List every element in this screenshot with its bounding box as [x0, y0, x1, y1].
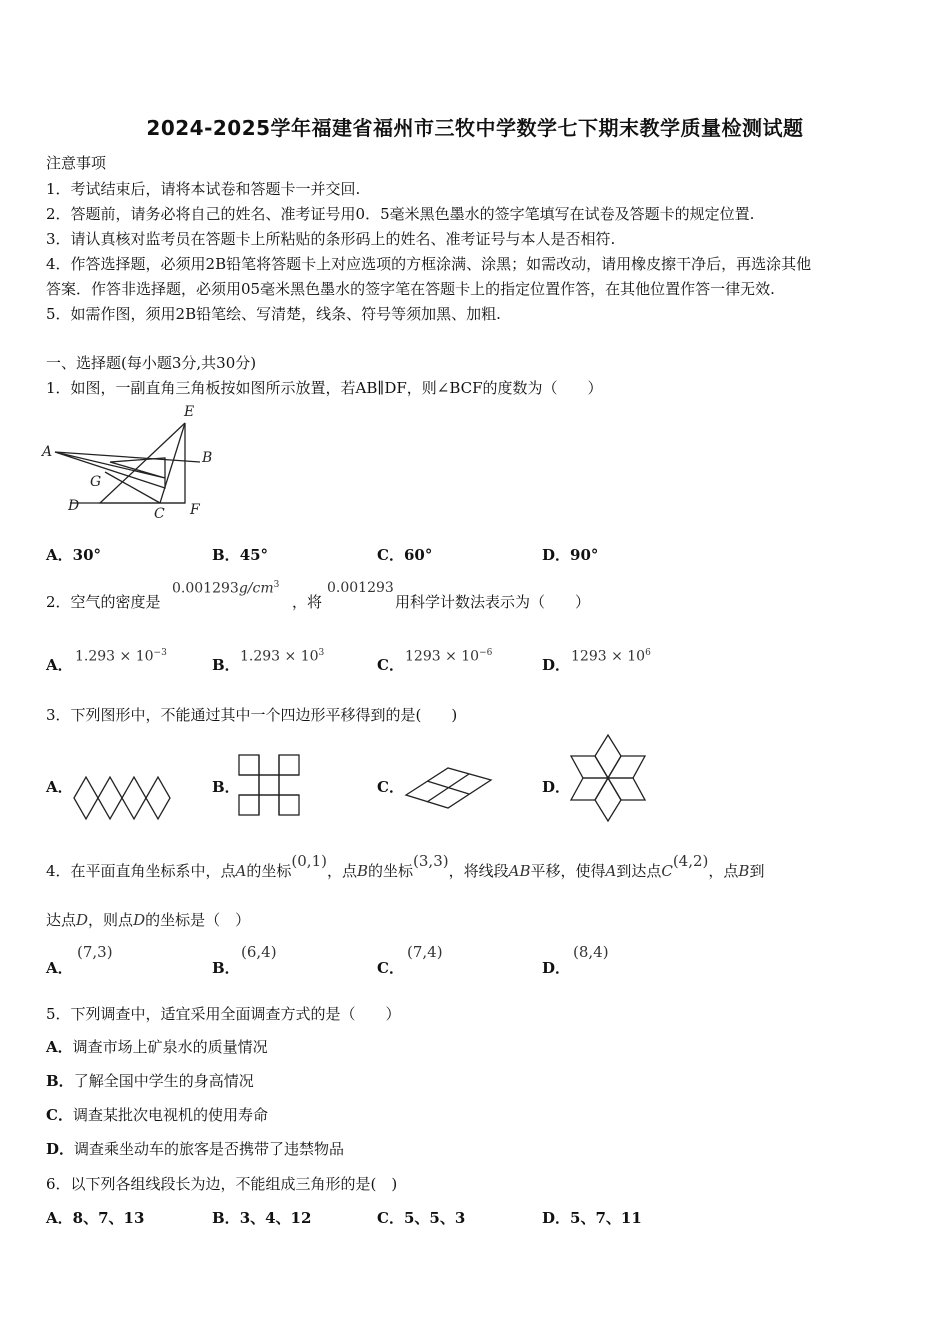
q2-number: 0.001293	[327, 580, 394, 596]
section-heading: 一、选择题(每小题3分,共30分)	[46, 354, 257, 372]
q3-option-a-figure	[72, 775, 176, 825]
q4-option-d-letter: D．	[542, 959, 571, 977]
q2-option-a-value: $1.293 \times 10^{-3}$	[75, 648, 167, 665]
notice-item: 3．请认真核对监考员在答题卡上所粘贴的条形码上的姓名、准考证号与本人是否相符.	[46, 230, 616, 248]
q2-stem-b: ，将	[292, 593, 323, 611]
q2-option-d-value: $1293 \times 10^6$	[571, 648, 651, 665]
q2-option-b-value: $1.293 \times 10^3$	[240, 648, 325, 665]
q2-option-c-value: $1293 \times 10^{-6}$	[405, 648, 493, 665]
q2-stem-c: 用科学计数法表示为（ ）	[395, 593, 591, 611]
q6-stem: 6．以下列各组线段长为边，不能组成三角形的是( )	[46, 1175, 398, 1193]
q1-label-b: B	[202, 450, 213, 466]
q3-option-d-figure	[568, 733, 648, 823]
notice-item: 1．考试结束后，请将本试卷和答题卡一并交回.	[46, 180, 361, 198]
notice-item: 5．如需作图，须用2B铅笔绘、写清楚，线条、符号等须加黑、加粗.	[46, 305, 501, 323]
notice-item: 4．作答选择题，必须用2B铅笔将答题卡上对应选项的方框涂满、涂黑；如需改动，请用橡皮擦干净后，再选涂其他	[46, 255, 812, 273]
q1-label-a: A	[42, 444, 53, 460]
q1-option-b: B．45°	[212, 546, 269, 564]
q5-option-d: D．调查乘坐动车的旅客是否携带了违禁物品	[46, 1140, 345, 1158]
q3-option-b-letter: B．	[212, 778, 240, 796]
q6-option-c: C．5、5、3	[377, 1209, 466, 1227]
q2-stem-a: 2．空气的密度是	[46, 593, 161, 611]
q4-option-b-value: (6,4)	[241, 943, 277, 961]
q1-label-g: G	[90, 474, 102, 490]
q4-option-c-value: (7,4)	[407, 943, 443, 961]
q3-option-b-figure	[236, 752, 304, 822]
q1-label-f: F	[190, 502, 200, 518]
q3-option-c-figure	[403, 765, 495, 811]
notice-item: 2．答题前，请务必将自己的姓名、准考证号用0．5毫米黑色墨水的签字笔填写在试卷及答题卡的规定位置.	[46, 205, 755, 223]
q4-option-d-value: (8,4)	[573, 943, 609, 961]
q3-option-c-letter: C．	[377, 778, 404, 796]
q4-option-b-letter: B．	[212, 959, 240, 977]
q1-option-a: A．30°	[46, 546, 102, 564]
q4-line2: 达点D，则点D的坐标是（ ）	[46, 911, 251, 929]
notice-heading: 注意事项	[46, 154, 107, 172]
q5-option-c: C．调查某批次电视机的使用寿命	[46, 1106, 268, 1124]
notice-item: 答案．作答非选择题，必须用05毫米黑色墨水的签字笔在答题卡上的指定位置作答，在其他位置作答一律无效.	[46, 280, 775, 298]
q1-label-d: D	[68, 498, 80, 514]
q1-option-d: D．90°	[542, 546, 599, 564]
q1-label-e: E	[184, 404, 195, 420]
q4-line1: 4．在平面直角坐标系中，点A的坐标(0,1)，点B的坐标(3,3)，将线段AB平移，使得A到达点C(4,2)，点B到	[46, 852, 765, 880]
q4-option-a-value: (7,3)	[77, 943, 113, 961]
q1-option-c: C．60°	[377, 546, 433, 564]
q5-stem: 5．下列调查中，适宜采用全面调查方式的是（ ）	[46, 1005, 401, 1023]
q1-stem: 1．如图，一副直角三角板按如图所示放置，若AB∥DF，则∠BCF的度数为（ ）	[46, 379, 603, 397]
q6-option-b: B．3、4、12	[212, 1209, 312, 1227]
q2-option-d-letter: D．	[542, 656, 571, 674]
page-title: 2024-2025学年福建省福州市三牧中学数学七下期末教学质量检测试题	[146, 116, 804, 140]
q6-option-d: D．5、7、11	[542, 1209, 642, 1227]
q5-option-a: A．调查市场上矿泉水的质量情况	[46, 1038, 268, 1056]
q4-option-a-letter: A．	[46, 959, 73, 977]
q4-option-c-letter: C．	[377, 959, 404, 977]
q2-option-a-letter: A．	[46, 656, 73, 674]
q1-label-c: C	[154, 506, 165, 522]
q3-option-d-letter: D．	[542, 778, 571, 796]
q1-line-gc	[105, 472, 160, 503]
q2-density: $0.001293g/cm^3$	[172, 580, 280, 597]
q3-stem: 3．下列图形中，不能通过其中一个四边形平移得到的是( )	[46, 706, 458, 724]
q2-option-c-letter: C．	[377, 656, 404, 674]
q1-figure	[40, 400, 220, 525]
q2-option-b-letter: B．	[212, 656, 240, 674]
q3-option-a-letter: A．	[46, 778, 73, 796]
q6-option-a: A．8、7、13	[46, 1209, 145, 1227]
q5-option-b: B．了解全国中学生的身高情况	[46, 1072, 254, 1090]
